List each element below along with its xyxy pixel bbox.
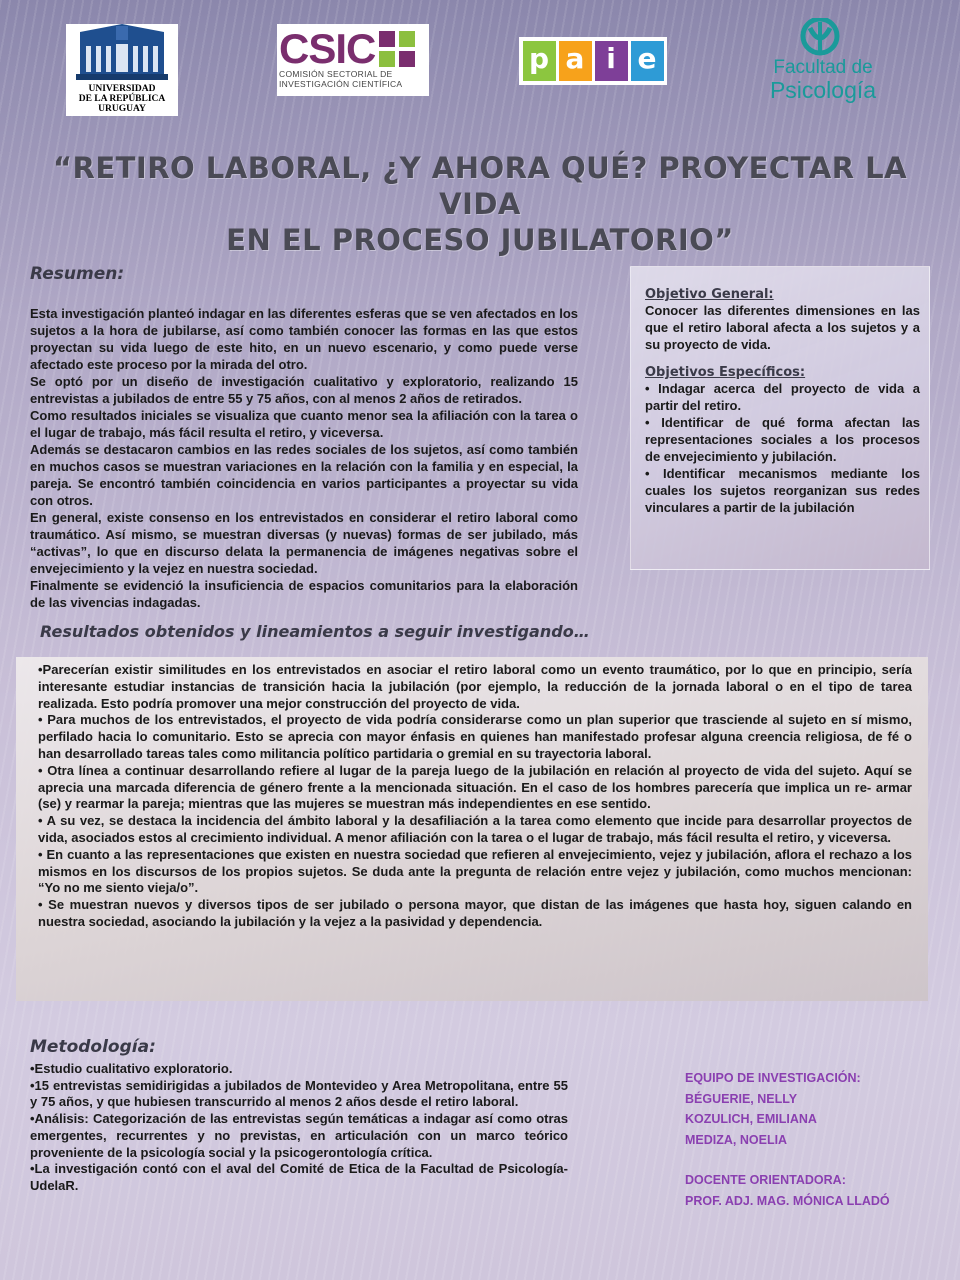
- title-line2: EN EL PROCESO JUBILATORIO”: [226, 223, 734, 257]
- udelar-building-icon: [66, 24, 178, 84]
- equipo-member: KOZULICH, EMILIANA: [685, 1112, 817, 1126]
- metodologia-heading: Metodología:: [30, 1037, 156, 1057]
- resumen-heading: Resumen:: [30, 264, 125, 284]
- objetivos-especificos-heading: Objetivos Específicos:: [645, 365, 806, 380]
- metodologia-item: •15 entrevistas semidirigidas a jubilados de Montevideo y Area Metropolitana, entre 55 y 75 años, y que hubiesen transcurrido al menos 2 años desde el retiro laboral.: [30, 1077, 568, 1110]
- equipo-member: MEDIZA, NOELIA: [685, 1132, 788, 1147]
- psicologia-logo: [758, 18, 888, 106]
- psicologia-line1: Facultad de: [773, 57, 873, 78]
- equipo-member: BÉGUERIE, NELLY: [685, 1091, 798, 1106]
- equipo-heading: EQUIPO DE INVESTIGACIÓN:: [685, 1071, 861, 1085]
- csic-name: CSIC: [279, 25, 376, 72]
- resultado-item: • Otra línea a continuar desarrollando refiere al lugar de la pareja luego de la jubilación en relación al proyecto de vida del sujeto. Aquí se aprecia una marcada diferencia de género frente a la mencionada situación. En el caso de los hombres parecería que implica un re- armar (se) y rearmar la pareja; mientras que las mujeres se muestran más independientes en ese sentido.: [38, 762, 912, 812]
- csic-logo: [277, 24, 429, 96]
- udelar-line2: DE LA REPÚBLICA: [78, 94, 166, 104]
- resultados-heading: Resultados obtenidos y lineamientos a seguir investigando…: [40, 622, 590, 641]
- title-line1: “RETIRO LABORAL, ¿Y AHORA QUÉ? PROYECTAR LA VIDA: [52, 151, 908, 221]
- metodologia-item: •La investigación contó con el aval del Comité de Etica de la Facultad de Psicología-UdelaR.: [30, 1161, 568, 1193]
- resultado-item: • Para muchos de los entrevistados, el proyecto de vida podría considerarse como un plan superior que trasciende al sujeto en sí mismo, perfilado hacia lo comunitario. Esto se aprecia con mayor énfasis en quienes han manifestado profesar alguna creencia religiosa, de fé o han desarrollado tareas tales como militancia político partidaria o gremial en su trayectoria laboral.: [38, 712, 912, 761]
- psi-symbol-icon: [758, 18, 888, 58]
- resumen-paragraph: En general, existe consenso en los entrevistados en considerar el retiro laboral como traumático. Así mismo, se muestran diversas (y nuevas) formas de ser jubilado, más “activas”, lo que en discurso delata la permanencia de imágenes negativas sobre el envejecimiento y la vejez en nuestra sociedad.: [30, 510, 578, 576]
- paie-letter-a: a: [559, 41, 592, 81]
- paie-letter-e: e: [631, 41, 664, 81]
- paie-letter-p: p: [523, 41, 556, 81]
- resumen-body: [30, 305, 578, 611]
- docente-heading: DOCENTE ORIENTADORA:: [685, 1173, 846, 1187]
- resumen-paragraph: Esta investigación planteó indagar en las diferentes esferas que se ven afectados en los sujetos a la hora de jubilarse, así como también conocer las formas en las que estos proyectan su vida luego de este hito, en un nuevo escenario, y como puede verse afectado este proceso por la mirada del otro.: [30, 306, 578, 372]
- csic-line2: INVESTIGACIÓN CIENTÍFICA: [279, 78, 403, 89]
- csic-line1: COMISIÓN SECTORIAL DE: [279, 69, 393, 79]
- resultado-item: •Parecerían existir similitudes en los entrevistados en asociar el retiro laboral como un evento traumático, por lo que en principio, sería interesante estudiar instancias de transición hacia la jubilación (por ejemplo, la reducción de la jornada laboral o en el tipo de tarea realizada. Esto podría promover una mejor construcción del proyecto de vida.: [38, 662, 912, 711]
- objetivo-especifico-item: • Identificar mecanismos mediante los cuales los sujetos reorganizan sus redes vinculares a partir de la jubilación: [645, 466, 920, 515]
- metodologia-list: [30, 1061, 568, 1195]
- resultados-panel: [16, 657, 928, 1001]
- objetivo-general-heading: Objetivo General:: [645, 287, 774, 302]
- objetivo-especifico-item: • Indagar acerca del proyecto de vida a partir del retiro.: [645, 381, 920, 413]
- resumen-paragraph: Como resultados iniciales se visualiza que cuanto menor sea la afiliación con la tarea o el lugar de trabajo, más fácil resulta el retiro, y viceversa.: [30, 408, 578, 440]
- objetivos-panel: [630, 266, 930, 570]
- metodologia-item: •Análisis: Categorización de las entrevistas según temáticas a indagar así como otras emergentes, recurrentes y no previstas, en articulación con un marco teórico proveniente de la psicología social y la psicogerontología crítica.: [30, 1111, 568, 1160]
- resultado-item: • Se muestran nuevos y diversos tipos de ser jubilado o persona mayor, que distan de las imágenes que hasta hoy, siguen calando en nuestra sociedad, asociando la jubilación y la vejez a la pasividad y dependencia.: [38, 897, 912, 929]
- udelar-line3: URUGUAY: [98, 104, 146, 114]
- equipo-investigacion: [685, 1068, 935, 1211]
- paie-logo: [519, 37, 667, 85]
- udelar-line1: UNIVERSIDAD: [88, 84, 156, 94]
- resumen-paragraph: Además se destacaron cambios en las redes sociales de los sujetos, así como también en muchos casos se muestran variaciones en la relación con la familia y en especial, la pareja. Se encontró también coincidencia en varios participantes a proyectar su vida con otros.: [30, 442, 578, 508]
- poster-title: [40, 150, 920, 258]
- psicologia-line2: Psicología: [769, 77, 877, 103]
- docente-name: PROF. ADJ. MAG. MÓNICA LLADÓ: [685, 1193, 890, 1208]
- objetivo-general-text: Conocer las diferentes dimensiones en las que el retiro laboral afecta a los sujetos y a su proyecto de vida.: [645, 303, 920, 352]
- resultado-item: • A su vez, se destaca la incidencia del ámbito laboral y la desafiliación a la tarea como elemento que incide para desarrollar proyectos de vida, asociados estos al crecimiento individual. A menor afiliación con la tarea o el lugar de trabajo, más fácil resulta el retiro, y viceversa.: [38, 813, 912, 845]
- objetivo-especifico-item: • Identificar de qué forma afectan las representaciones sociales a los procesos de envejecimiento y jubilación.: [645, 415, 920, 464]
- paie-letter-i: i: [595, 41, 628, 81]
- metodologia-item: •Estudio cualitativo exploratorio.: [30, 1061, 233, 1076]
- resumen-paragraph: Finalmente se evidenció la insuficiencia de espacios comunitarios para la elaboración de las vivencias indagadas.: [30, 578, 578, 610]
- udelar-logo: [66, 24, 178, 116]
- resultado-item: • En cuanto a las representaciones que existen en nuestra sociedad que refieren al envejecimiento, vejez y jubilación, aflora el rechazo a los mismos en los discursos de los propios sujetos. Se duda ante la pregunta de relación entre vejez y jubilación, como muchos mencionan: “Yo no me siento vieja/o”.: [38, 846, 912, 896]
- csic-squares-icon: [379, 31, 415, 67]
- resumen-paragraph: Se optó por un diseño de investigación cualitativo y exploratorio, realizando 15 entrevistas a jubilados de entre 55 y 75 años, con al menos 2 años de retirados.: [30, 374, 578, 406]
